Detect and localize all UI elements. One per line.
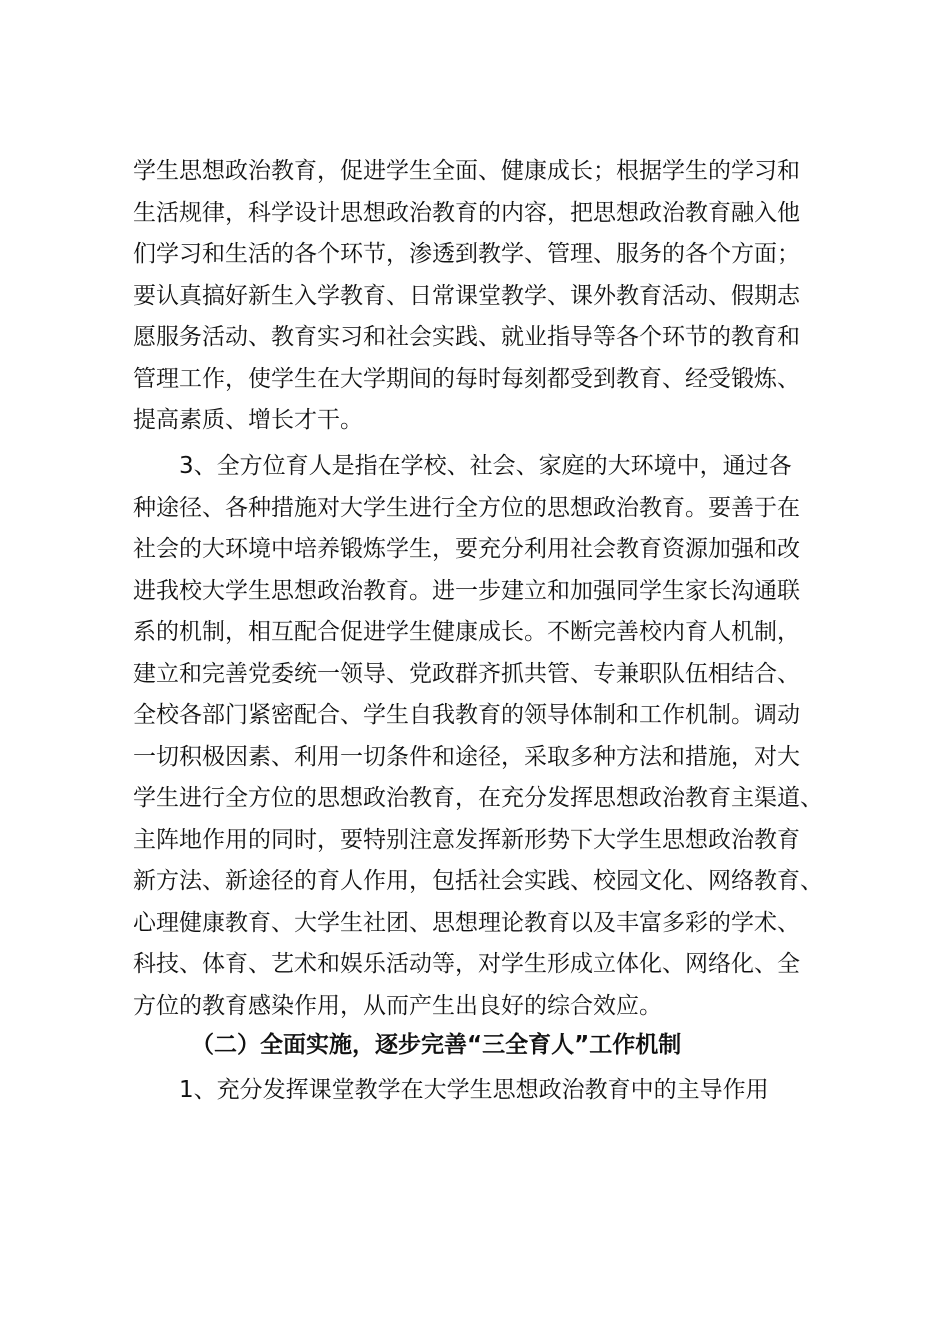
text-line: 全校各部门紧密配合、学生自我教育的领导体制和工作机制。调动 <box>133 702 800 728</box>
text-line: 生活规律，科学设计思想政治教育的内容，把思想政治教育融入他 <box>133 199 800 226</box>
text-line: 管理工作，使学生在大学期间的每时每刻都受到教育、经受锻炼、 <box>133 365 800 392</box>
text-line: 一切积极因素、利用一切条件和途径，采取多种方法和措施，对大 <box>133 743 800 770</box>
text-line: 心理健康教育、大学生社团、思想理论教育以及丰富多彩的学术、 <box>133 909 800 936</box>
section-heading: （二）全面实施，逐步完善“三全育人”工作机制 <box>191 1032 682 1058</box>
text-line: 社会的大环境中培养锻炼学生，要充分利用社会教育资源加强和改 <box>133 536 800 562</box>
paragraph-3 <box>133 1070 853 1112</box>
text-line: 建立和完善党委统一领导、党政群齐抓共管、专兼职队伍相结合、 <box>133 660 800 687</box>
text-line: 方位的教育感染作用，从而产生出良好的综合效应。 <box>133 992 662 1019</box>
text-line: 3、全方位育人是指在学校、社会、家庭的大环境中，通过各 <box>179 453 792 479</box>
text-line: 1、充分发挥课堂教学在大学生思想政治教育中的主导作用 <box>179 1077 769 1103</box>
text-line: 学生进行全方位的思想政治教育，在充分发挥思想政治教育主渠道、 <box>133 785 823 811</box>
text-line: 们学习和生活的各个环节，渗透到教学、管理、服务的各个方面； <box>133 241 800 267</box>
text-line: 学生思想政治教育，促进学生全面、健康成长；根据学生的学习和 <box>133 158 800 184</box>
text-line: 新方法、新途径的育人作用，包括社会实践、校园文化、网络教育、 <box>133 868 823 894</box>
section-heading-block <box>133 1025 853 1067</box>
text-line: 主阵地作用的同时，要特别注意发挥新形势下大学生思想政治教育 <box>133 826 800 853</box>
paragraph-1 <box>133 151 853 442</box>
text-line: 系的机制，相互配合促进学生健康成长。不断完善校内育人机制， <box>133 619 800 645</box>
text-line: 提高素质、增长才干。 <box>133 407 363 433</box>
text-line: 进我校大学生思想政治教育。进一步建立和加强同学生家长沟通联 <box>133 577 800 604</box>
text-line: 愿服务活动、教育实习和社会实践、就业指导等各个环节的教育和 <box>133 324 800 350</box>
text-line: 要认真搞好新生入学教育、日常课堂教学、课外教育活动、假期志 <box>133 282 800 309</box>
text-line: 种途径、各种措施对大学生进行全方位的思想政治教育。要善于在 <box>133 494 800 521</box>
paragraph-2 <box>133 446 853 1027</box>
text-line: 科技、体育、艺术和娱乐活动等，对学生形成立体化、网络化、全 <box>133 951 800 977</box>
